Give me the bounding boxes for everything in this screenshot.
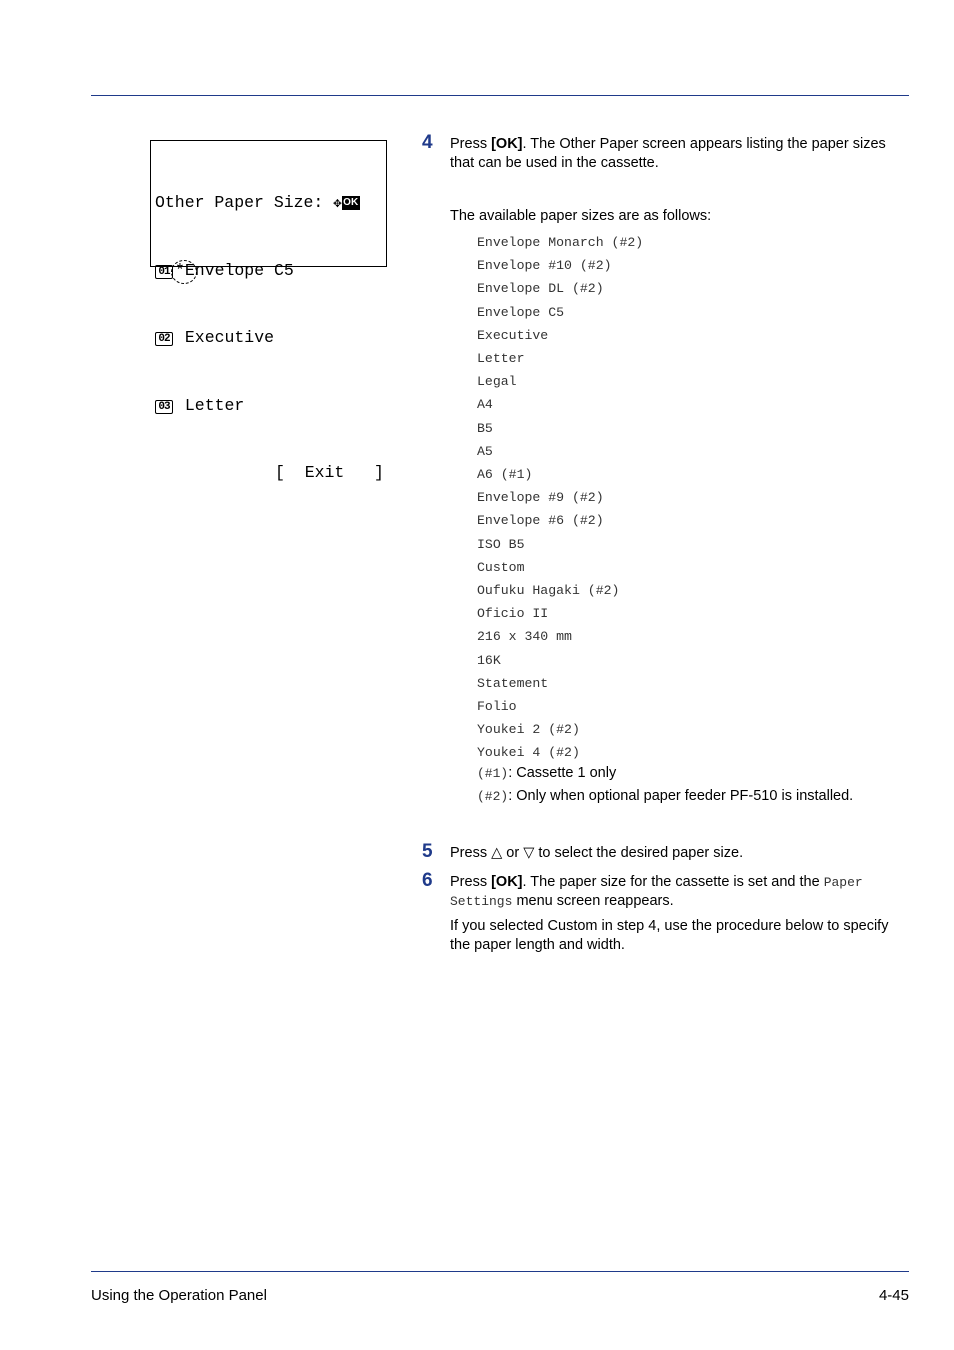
step-6-custom-paragraph: If you selected Custom in step 4, use the procedure below to specify the paper length and width. [450,918,889,953]
step-5-text: Press △ or ▽ to select the desired paper size. [450,845,744,861]
paper-size-item: Youkei 2 (#2) [477,722,580,738]
paper-size-item: A5 [477,443,493,459]
paper-size-item: Oficio II [477,606,549,622]
note-code: (#1) [477,766,509,781]
step-4-body: . The Other Paper screen appears listing the paper sizes that can be used in the cassette. [450,136,886,171]
header-rule [91,95,909,96]
step-5-number: 5 [422,841,433,862]
step-6-body-end: menu screen reappears. [512,893,674,909]
note-text: : Cassette 1 only [508,765,617,781]
step-6-body: . The paper size for the cassette is set and the [522,874,824,890]
paper-size-item: Letter [477,351,525,367]
paper-size-item: 16K [477,652,501,668]
paper-size-item: Envelope #6 (#2) [477,513,604,529]
paper-size-item: Executive [477,327,549,343]
paper-size-item: Envelope #9 (#2) [477,490,604,506]
paper-size-item: Oufuku Hagaki (#2) [477,583,620,599]
step-4-number: 4 [422,132,433,153]
paper-size-item: ISO B5 [477,536,525,552]
paper-size-item: Envelope Monarch (#2) [477,235,644,250]
lcd-item-2 [155,327,386,350]
note-1 [477,765,616,781]
paper-size-item: 216 x 340 mm [477,629,572,645]
paper-size-item: Folio [477,699,517,715]
paper-size-item: Statement [477,675,549,691]
ok-key-label: [OK] [491,874,523,890]
lcd-panel [150,140,387,482]
lcd-item-label: *Envelope C5 [175,260,294,280]
cross-arrows-icon: ✥ [333,196,342,212]
note-code: (#2) [477,789,509,804]
paper-size-item: A4 [477,397,493,413]
lcd-item-1 [155,260,386,283]
paper-size-item: Envelope #10 (#2) [477,258,612,274]
lcd-softkey-row [155,462,386,485]
step-4-text [450,135,910,173]
item-number-icon: 03 [155,400,173,414]
paper-size-item: A6 (#1) [477,467,533,483]
lcd-item-label: Executive [175,328,275,347]
item-number-icon: 01 [155,265,173,279]
paper-size-item: Envelope DL (#2) [477,281,604,297]
paper-size-item: Envelope C5 [477,304,565,320]
paper-size-item: Custom [477,559,525,575]
footer-rule [91,1271,909,1272]
ok-key-label: [OK] [491,136,523,152]
paper-size-item: Youkei 4 (#2) [477,745,580,761]
footer-section-title: Using the Operation Panel [91,1287,267,1304]
selection-cursor-icon [171,260,197,284]
sizes-intro: The available paper sizes are as follows: [450,208,712,224]
paper-settings-menu-name: Paper Settings [450,875,863,909]
paper-size-item: Legal [477,374,517,390]
step-4-press: Press [450,136,492,152]
paper-size-item: B5 [477,420,493,436]
lcd-title: Other Paper Size: [155,193,324,212]
note-2 [477,788,853,804]
step-6-text [450,873,910,911]
note-text: : Only when optional paper feeder PF-510 is installed. [508,788,854,804]
step-6-number: 6 [422,870,433,891]
lcd-item-3 [155,395,386,418]
ok-icon: OK [343,197,359,208]
footer-page-number: 4-45 [878,1287,909,1304]
lcd-title-row [155,192,386,215]
paper-size-list [477,231,643,765]
item-number-icon: 02 [155,332,173,346]
lcd-item-label: Letter [175,395,245,415]
step-6-press: Press [450,874,492,890]
lcd-exit-softkey: [ Exit ] [275,463,384,482]
